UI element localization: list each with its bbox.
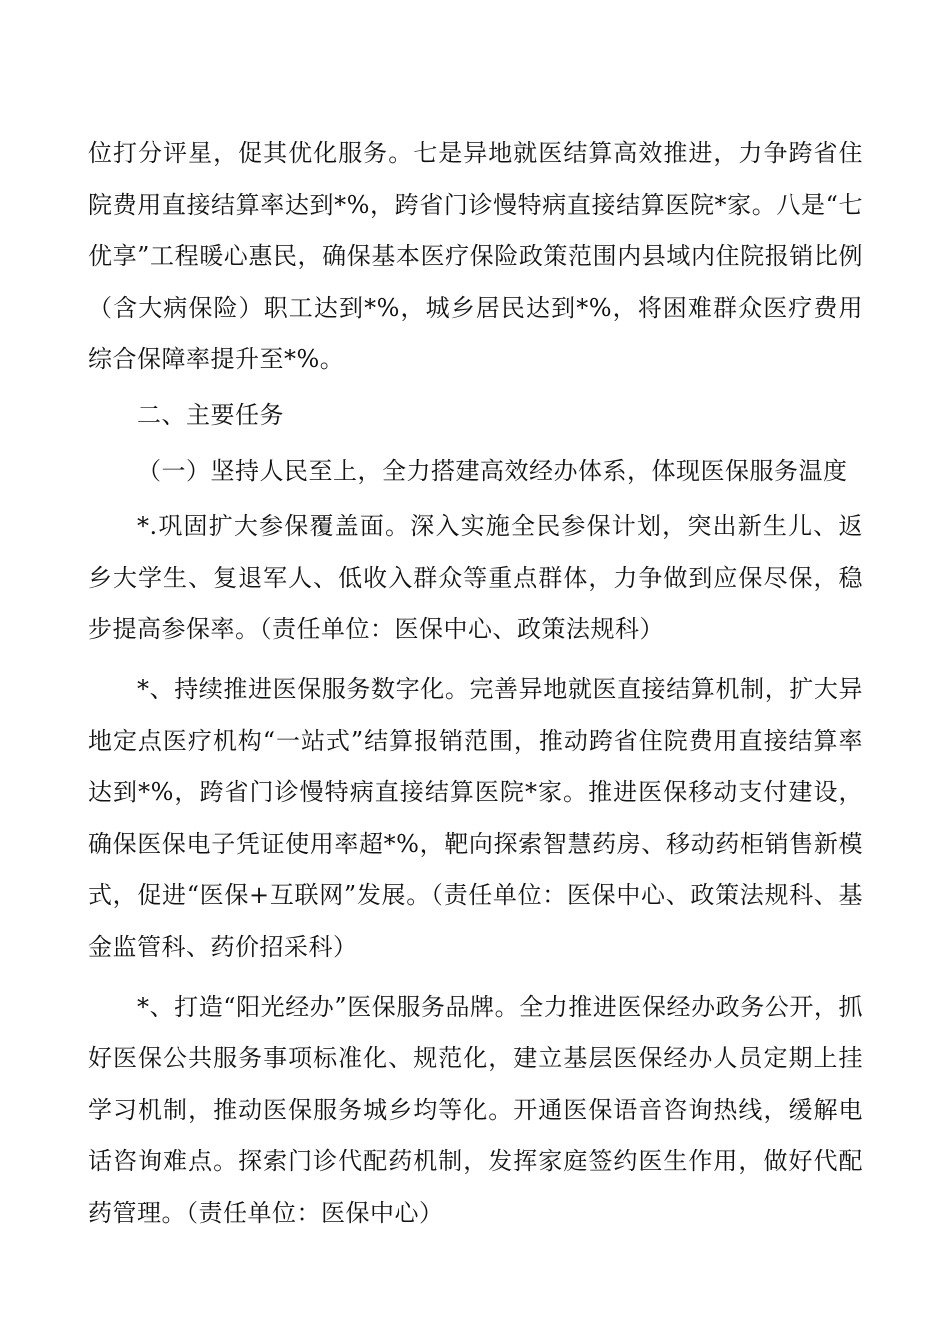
list-item-3: *、打造“阳光经办”医保服务品牌。全力推进医保经办政务公开，抓好医保公共服务事项标准化、规范化，建立基层医保经办人员定期上挂学习机制，推动医保服务城乡均等化。开通医保语音咨询热线，缓解电话咨询难点。探索门诊代配药机制，发挥家庭签约医生作用，做好代配药管理。（责任单位：医保中心） [88, 992, 863, 1227]
list-item-2: *、持续推进医保服务数字化。完善异地就医直接结算机制，扩大异地定点医疗机构“一站式”结算报销范围，推动跨省住院费用直接结算率达到*%，跨省门诊慢特病直接结算医院*家。推进医保移动支付建设，确保医保电子凭证使用率超*%，靶向探索智慧药房、移动药柜销售新模式，促进“医保+互联网”发展。（责任单位：医保中心、政策法规科、基金监管科、药价招采科） [88, 674, 863, 961]
paragraph-intro: 位打分评星，促其优化服务。七是异地就医结算高效推进，力争跨省住院费用直接结算率达到*%，跨省门诊慢特病直接结算医院*家。八是“七优享”工程暖心惠民，确保基本医疗保险政策范围内县域内住院报销比例（含大病保险）职工达到*%，城乡居民达到*%，将困难群众医疗费用综合保障率提升至*%。 [88, 139, 863, 374]
subsection-heading: （一）坚持人民至上，全力搭建高效经办体系，体现医保服务温度 [137, 456, 848, 485]
section-heading: 二、主要任务 [137, 400, 284, 429]
list-item-1: *.巩固扩大参保覆盖面。深入实施全民参保计划，突出新生儿、返乡大学生、复退军人、低收入群众等重点群体，力争做到应保尽保，稳步提高参保率。（责任单位：医保中心、政策法规科） [88, 512, 863, 644]
document-body [88, 128, 863, 1239]
